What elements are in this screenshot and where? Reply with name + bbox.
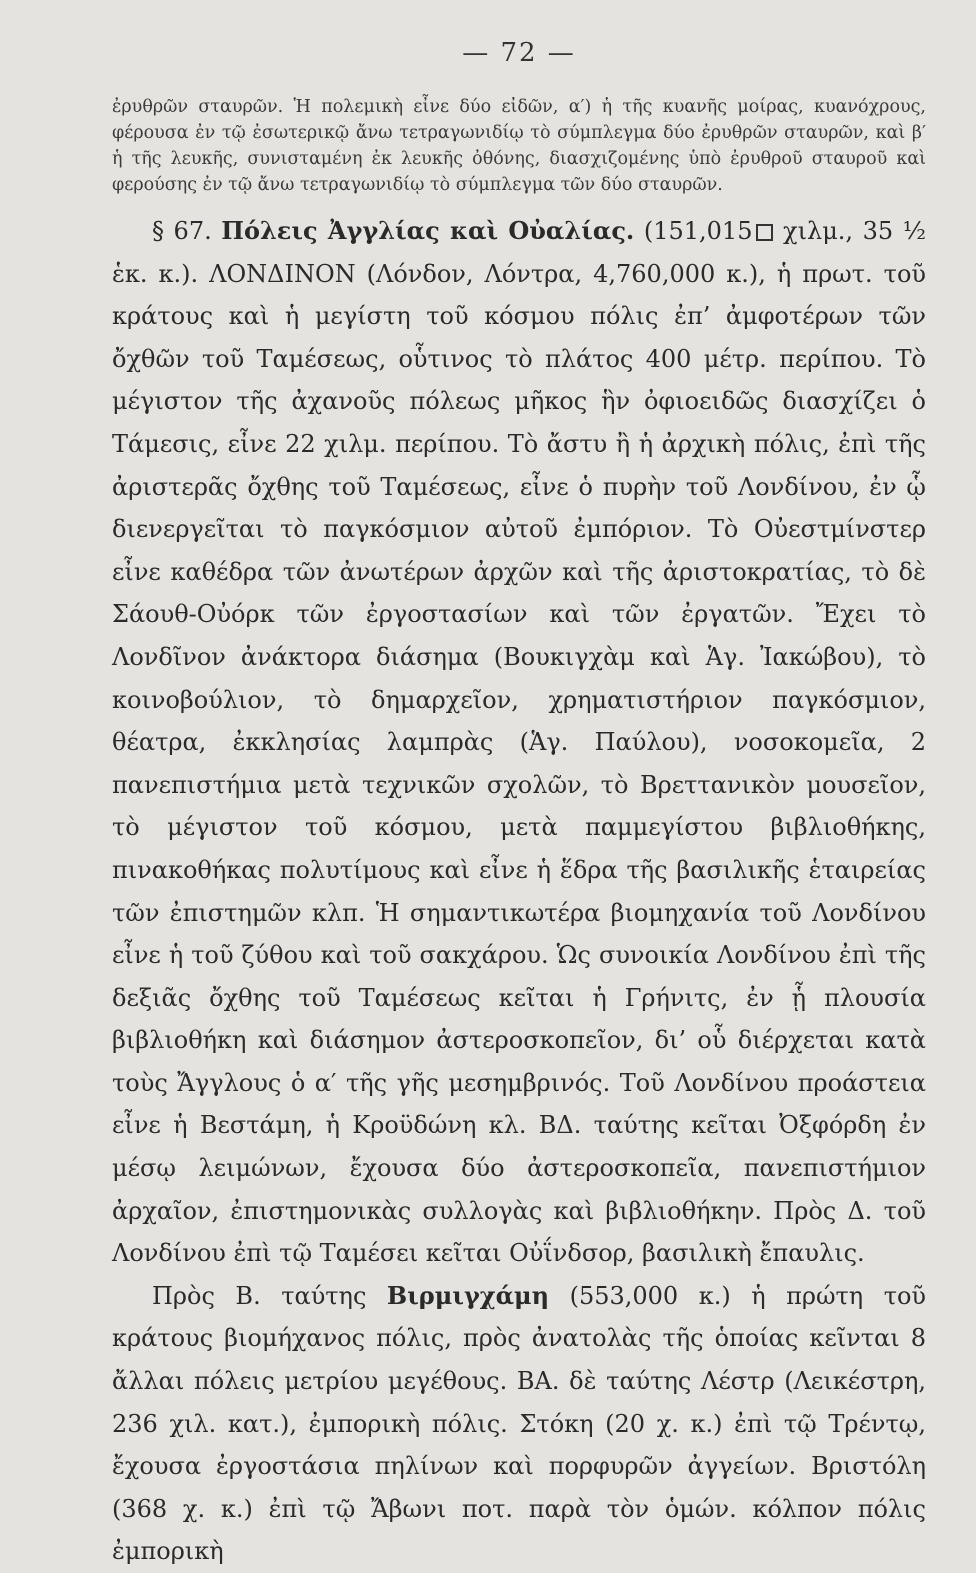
section-number: § 67. [152,217,212,245]
square-km-symbol-icon [756,224,773,241]
paragraph-birmingham-lead: Πρὸς Β. ταύτης [152,1281,367,1310]
paragraph-london-body: χιλμ., 35 ½ ἑκ. κ.). ΛΟΝΔΙΝΟΝ (Λόνδον, Λόντρα, 4,760,000 κ.), ἡ πρωτ. τοῦ κράτους καὶ ἡ μεγίστη τοῦ κόσμου πόλις ἐπ’ ἀμφοτέρων τῶν ὄχθῶν τοῦ Ταμέσεως, οὗτινος τὸ πλάτος 400 μέτρ. περίπου. Τὸ μέγιστον τῆς ἀχανοῦς πόλεως μῆκος ἣν ὀφιοειδῶς διασχίζει ὁ Τάμεσις, εἶνε 22 χιλμ. περίπου. Τὸ ἄστυ ἢ ἡ ἀρχικὴ πόλις, ἐπὶ τῆς ἀριστερᾶς ὄχθης τοῦ Ταμέσεως, εἶνε ὁ πυρὴν τοῦ Λονδίνου, ἐν ᾧ διενεργεῖται τὸ παγκόσμιον αὐτοῦ ἐμπόριον. Τὸ Οὐεστμίνστερ εἶνε καθέδρα τῶν ἀνωτέρων ἀρχῶν καὶ τῆς ἀριστοκρατίας, τὸ δὲ Σάουθ-Οὐόρκ τῶν ἐργοστασίων καὶ τῶν ἐργατῶν. Ἔχει τὸ Λονδῖνον ἀνάκτορα διάσημα (Βουκιγχὰμ καὶ Ἁγ. Ἰακώβου), τὸ κοινοβούλιον, τὸ δημαρχεῖον, χρηματιστήριον παγκόσμιον, θέατρα, ἐκκλησίας λαμπρὰς (Ἁγ. Παύλου), νοσοκομεῖα, 2 πανεπιστήμια μετὰ τεχνικῶν σχολῶν, τὸ Βρεττανικὸν μουσεῖον, τὸ μέγιστον τοῦ κόσμου, μετὰ παμμεγίστου βιβλιοθήκης, πινακοθήκας πολυτίμους καὶ εἶνε ἡ ἕδρα τῆς βασιλικῆς ἑταιρείας τῶν ἐπιστημῶν κλπ. Ἡ σημαντικωτέρα βιομηχανία τοῦ Λονδίνου εἶνε ἡ τοῦ ζύθου καὶ τοῦ σακχάρου. Ὡς συνοικία Λονδίνου ἐπὶ τῆς δεξιᾶς ὄχθης τοῦ Ταμέσεως κεῖται ἡ Γρήνιτς, ἐν ᾗ πλουσία βιβλιοθήκη καὶ διάσημον ἀστεροσκοπεῖον, δι’ οὗ διέρχεται κατὰ τοὺς Ἄγγλους ὁ α′ τῆς γῆς μεσημβρινός. Τοῦ Λονδίνου προάστεια εἶνε ἡ Βεστάμη, ἡ Κροϋδώνη κλ. ΒΔ. ταύτης κεῖται Ὀξφόρδη ἐν μέσῳ λειμώνων, ἔχουσα δύο ἀστεροσκοπεῖα, πανεπιστήμιον ἀρχαῖον, ἐπιστημονικὰς συλλογὰς καὶ βιβλιοθήκην. Πρὸς Δ. τοῦ Λονδίνου ἐπὶ τῷ Ταμέσει κεῖται Οὐΐνδσορ, βασιλικὴ ἔπαυλις. [112,217,926,1268]
page-number: — 72 — [462,38,576,68]
section-title: Πόλεις Ἀγγλίας καὶ Οὐαλίας. [221,216,635,245]
city-name-birmingham: Βιρμιγχάμη [386,1280,550,1310]
paragraph-birmingham-body: (553,000 κ.) ἡ πρώτη τοῦ κράτους βιομήχανος πόλις, πρὸς ἀνατολὰς τῆς ὁποίας κεῖνται 8 ἄλλαι πόλεις μετρίου μεγέθους. ΒΑ. δὲ ταύτης Λέστρ (Λεικέστρη, 236 χιλ. κατ.), ἐμπορικὴ πόλις. Στόκη (20 χ. κ.) ἐπὶ τῷ Τρέντῳ, ἔχουσα ἐργοστάσια πηλίνων καὶ πορφυρῶν ἀγγείων. Βριστόλη (368 χ. κ.) ἐπὶ τῷ Ἄβωνι ποτ. παρὰ τὸν ὁμών. κόλπον πόλις ἐμπορικὴ [112,1281,927,1566]
paragraph-flags: ἐρυθρῶν σταυρῶν. Ἡ πολεμικὴ εἶνε δύο εἰδῶν, α′) ἡ τῆς κυανῆς μοίρας, κυανόχρους, φέρουσα ἐν τῷ ἐσωτερικῷ ἄνω τετραγωνιδίῳ τὸ σύμπλεγμα δύο ἐρυθρῶν σταυρῶν, καὶ β′ ἡ τῆς λευκῆς, συνισταμένη ἐκ λευκῆς ὀθόνης, διασχιζομένης ὑπὸ ἐρυθροῦ σταυροῦ καὶ φερούσης ἐν τῷ ἄνω τετραγωνιδίῳ τὸ σύμπλεγμα τῶν δύο σταυρῶν. [112,97,926,195]
paragraph-birmingham [112,1275,926,1573]
paragraph-london [112,210,926,1275]
section-stats: (151,015 [643,217,753,245]
